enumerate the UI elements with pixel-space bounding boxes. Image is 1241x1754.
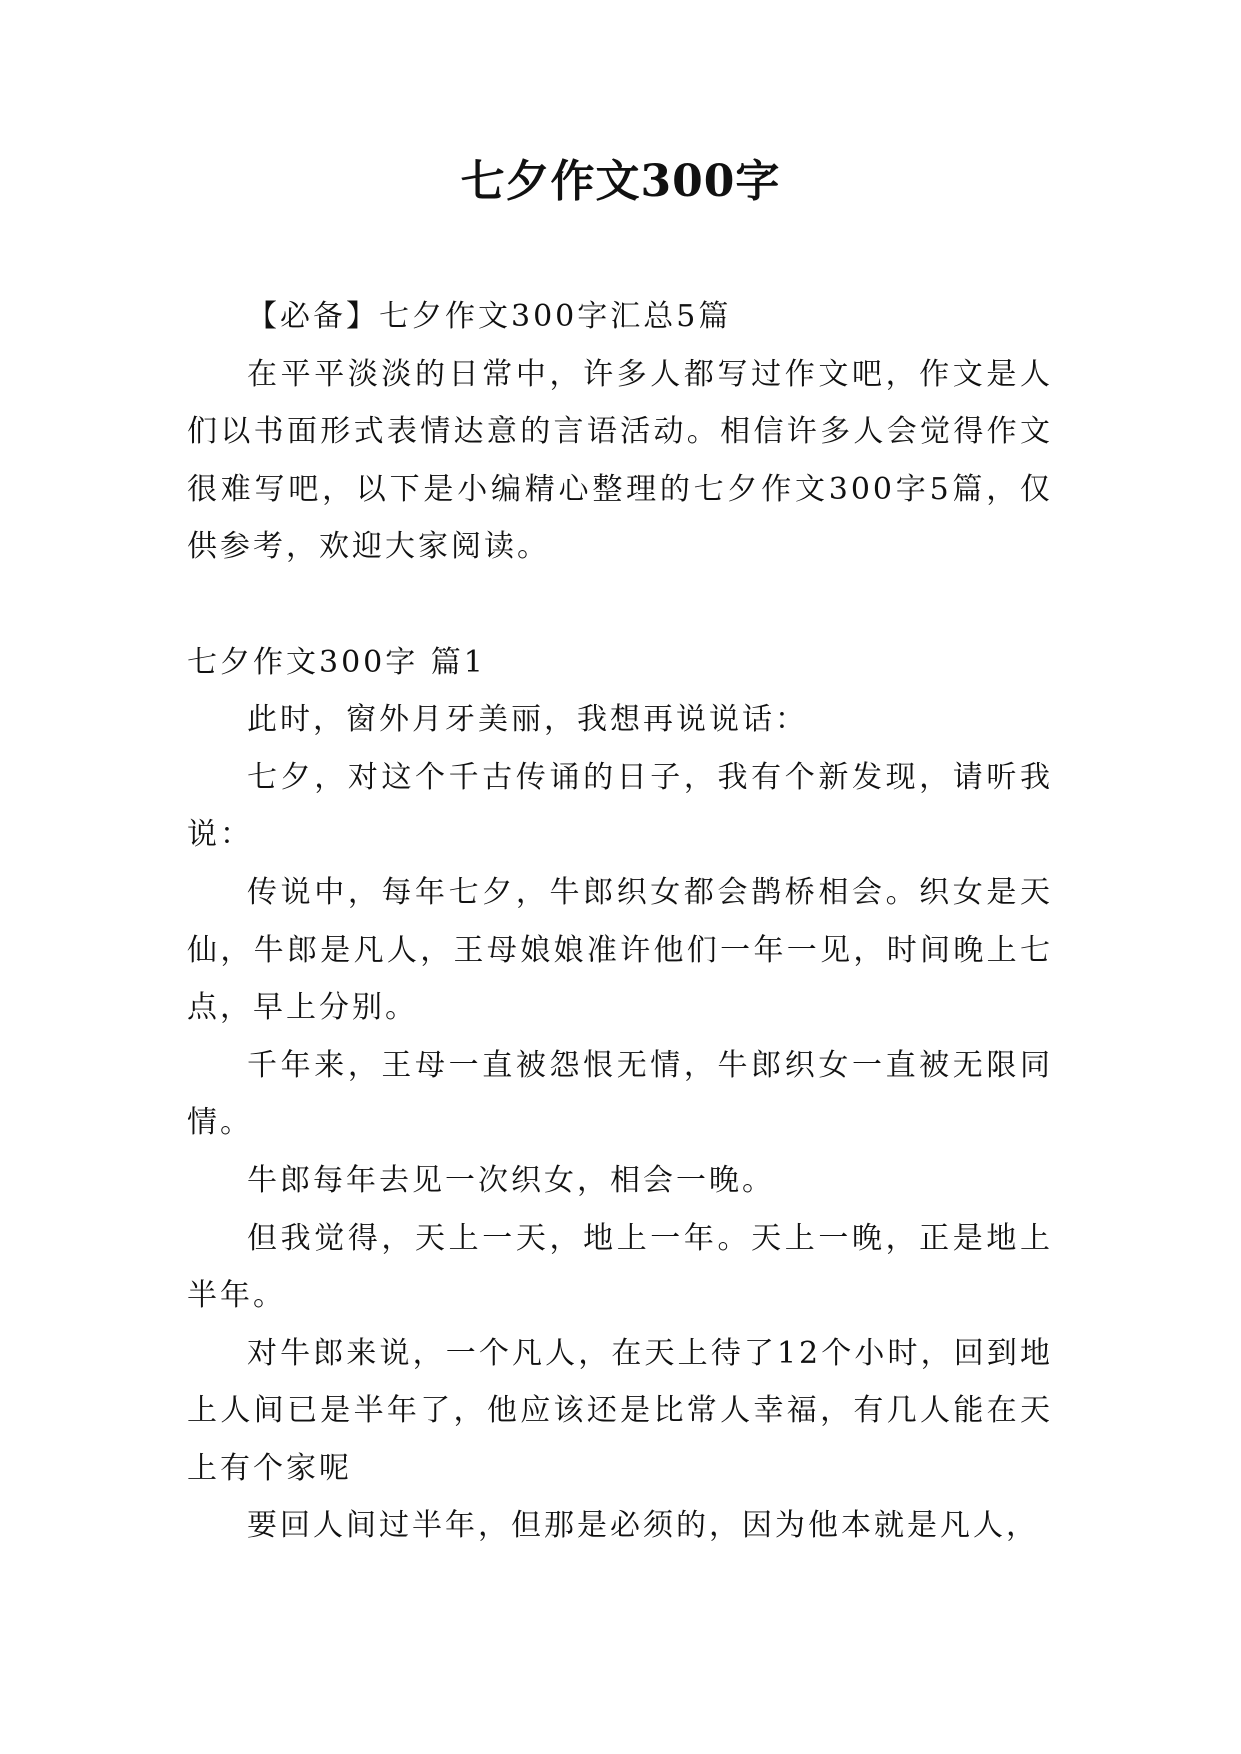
body-paragraph: 要回人间过半年，但那是必须的，因为他本就是凡人，	[247, 1508, 1039, 1544]
body-paragraph: 此时，窗外月牙美丽，我想再说说话：	[247, 702, 808, 738]
intro-heading: 【必备】七夕作文300字汇总5篇	[247, 299, 732, 334]
intro-paragraph: 在平平淡淡的日常中，许多人都写过作文吧，作文是人们以书面形式表情达意的言语活动。相信许多人会觉得作文很难写吧，以下是小编精心整理的七夕作文300字5篇，仅供参考，欢迎大家阅读。	[187, 356, 1053, 565]
section-spacer	[187, 576, 1053, 634]
body-paragraph: 传说中，每年七夕，牛郎织女都会鹊桥相会。织女是天仙，牛郎是凡人，王母娘娘准许他们一年一见，时间晚上七点，早上分别。	[187, 874, 1053, 1026]
page-title: 七夕作文300字	[460, 156, 781, 207]
body-paragraph: 七夕，对这个千古传诵的日子，我有个新发现，请听我说：	[187, 759, 1053, 853]
section-heading: 七夕作文300字 篇1	[187, 644, 486, 680]
body-paragraph: 千年来，王母一直被怨恨无情，牛郎织女一直被无限同情。	[187, 1047, 1053, 1141]
body-paragraph: 牛郎每年去见一次织女，相会一晚。	[247, 1162, 775, 1198]
body-paragraph: 对牛郎来说，一个凡人，在天上待了12个小时，回到地上人间已是半年了，他应该还是比常人幸福，有几人能在天上有个家呢	[187, 1335, 1053, 1486]
body-paragraph: 但我觉得，天上一天，地上一年。天上一晚，正是地上半年。	[187, 1220, 1053, 1314]
document-body	[187, 288, 1053, 1555]
